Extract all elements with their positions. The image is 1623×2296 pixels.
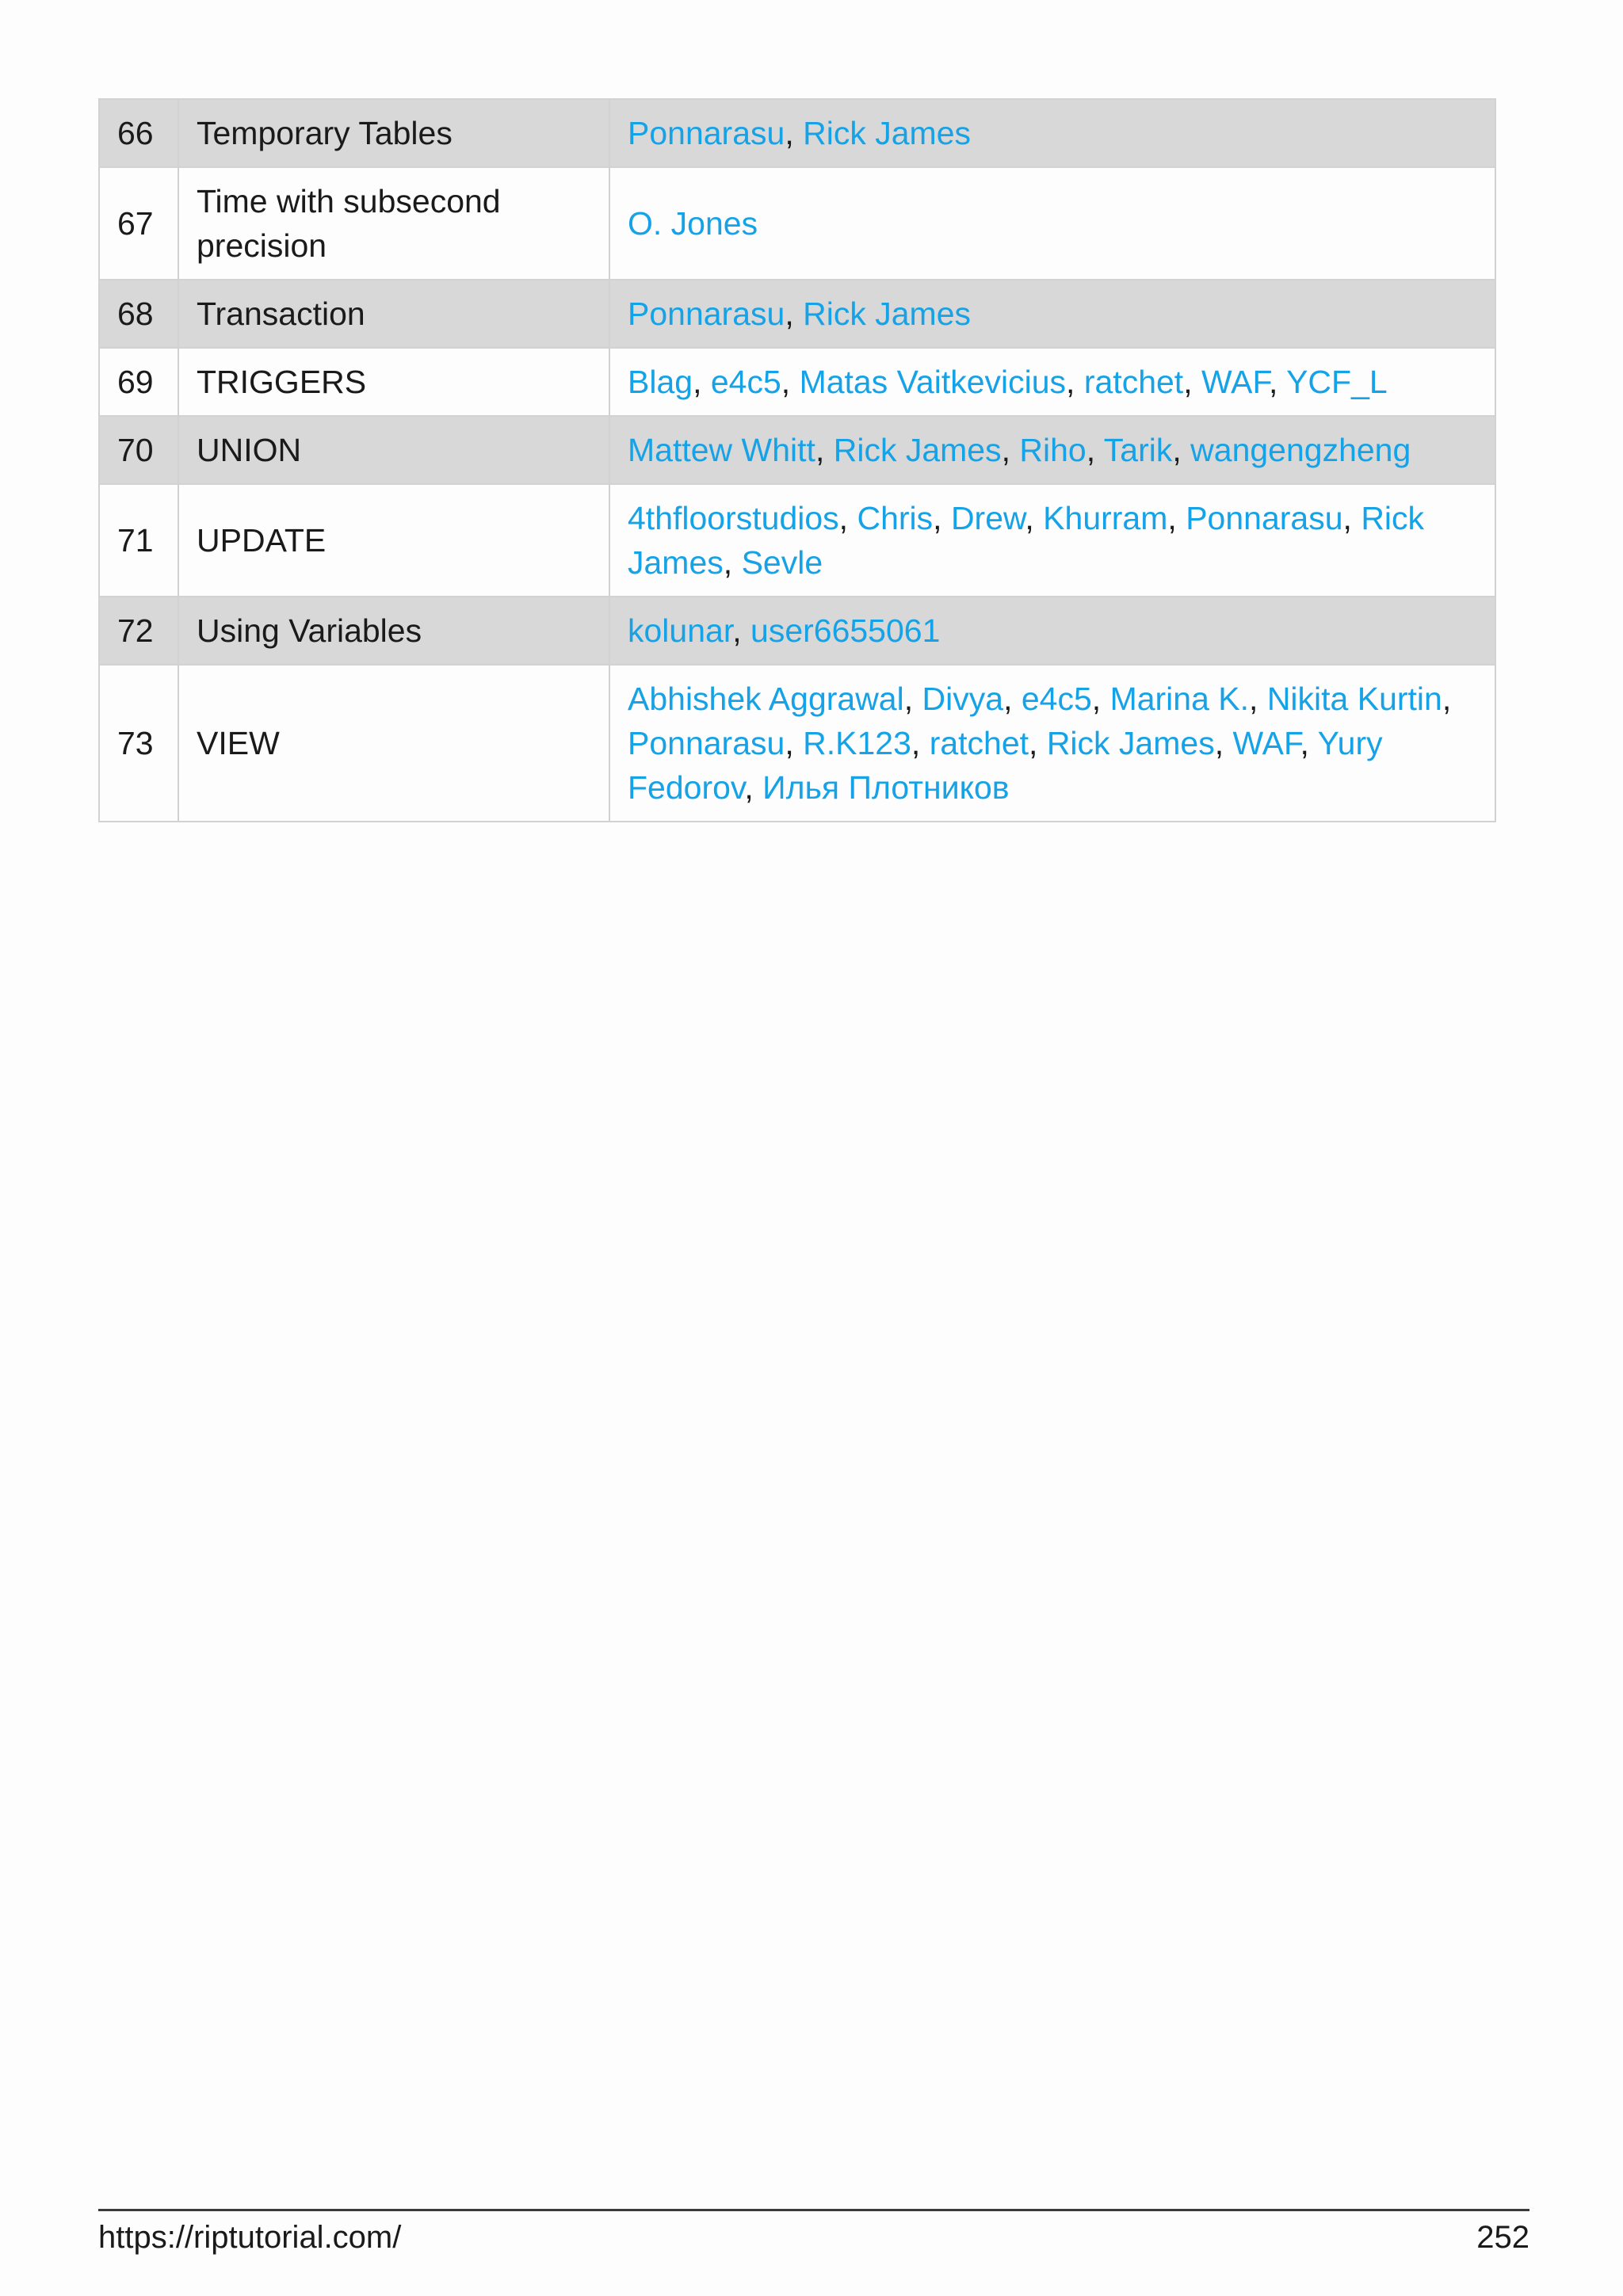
contributors-cell (609, 665, 1495, 822)
contributor-separator: , (1300, 725, 1318, 761)
contributor-separator: , (815, 432, 834, 468)
chapter-number: 69 (99, 348, 178, 416)
contributor-link[interactable]: Chris (857, 500, 934, 536)
contributor-separator: , (1342, 500, 1361, 536)
contributor-separator: , (1003, 681, 1022, 717)
chapter-title: VIEW (178, 665, 609, 822)
contributor-separator: , (933, 500, 951, 536)
table-row (99, 484, 1495, 597)
contributors-cell (609, 348, 1495, 416)
contributor-separator: , (781, 364, 800, 400)
contributor-link[interactable]: Ponnarasu (628, 296, 785, 332)
contributor-separator: , (1029, 725, 1047, 761)
table-row (99, 597, 1495, 665)
contributors-cell (609, 597, 1495, 665)
contributor-separator: , (1086, 432, 1104, 468)
chapter-title: UPDATE (178, 484, 609, 597)
contributor-link[interactable]: Yury Fedorov (628, 725, 1383, 806)
contributor-link[interactable]: Matas Vaitkevicius (799, 364, 1067, 400)
contributor-link[interactable]: Rick James (833, 432, 1002, 468)
contributor-link[interactable]: Rick James (1046, 725, 1215, 761)
contributor-link[interactable]: Rick James (803, 115, 971, 151)
chapter-title: TRIGGERS (178, 348, 609, 416)
contributor-link[interactable]: Abhishek Aggrawal (628, 681, 904, 717)
contributor-link[interactable]: e4c5 (710, 364, 781, 400)
contributors-cell (609, 280, 1495, 348)
contributor-separator: , (785, 725, 804, 761)
contributors-cell (609, 99, 1495, 167)
contributor-link[interactable]: Mattew Whitt (628, 432, 815, 468)
chapter-title: Using Variables (178, 597, 609, 665)
contributor-separator: , (838, 500, 857, 536)
chapter-number: 72 (99, 597, 178, 665)
contributor-separator: , (1442, 681, 1452, 717)
contributor-separator: , (1183, 364, 1201, 400)
chapter-number: 66 (99, 99, 178, 167)
contributor-separator: , (785, 296, 804, 332)
contributor-separator: , (1167, 500, 1186, 536)
contributor-separator: , (903, 681, 922, 717)
contributor-separator: , (1066, 364, 1084, 400)
contributor-link[interactable]: Nikita Kurtin (1266, 681, 1442, 717)
chapter-number: 68 (99, 280, 178, 348)
contributor-link[interactable]: Blag (628, 364, 693, 400)
contributor-separator: , (911, 725, 930, 761)
footer-divider (98, 2209, 1529, 2211)
contributor-separator: , (723, 544, 742, 581)
contributor-link[interactable]: Drew (950, 500, 1025, 536)
contributor-link[interactable]: Rick James (628, 500, 1425, 581)
contributor-link[interactable]: O. Jones (628, 205, 758, 242)
contributor-link[interactable]: user6655061 (750, 612, 941, 649)
page-number: 252 (1476, 2220, 1529, 2255)
contributor-link[interactable]: Tarik (1103, 432, 1173, 468)
contributor-link[interactable]: Divya (922, 681, 1004, 717)
chapter-title: Transaction (178, 280, 609, 348)
chapter-number: 67 (99, 167, 178, 280)
table-row (99, 99, 1495, 167)
contributor-separator: , (1025, 500, 1044, 536)
contributors-cell (609, 484, 1495, 597)
contributor-link[interactable]: Ponnarasu (628, 725, 785, 761)
table-row (99, 280, 1495, 348)
contributor-link[interactable]: Ponnarasu (628, 115, 785, 151)
contributor-link[interactable]: ratchet (1083, 364, 1184, 400)
contributor-separator: , (785, 115, 804, 151)
table-row (99, 416, 1495, 484)
contributor-link[interactable]: Ponnarasu (1186, 500, 1343, 536)
chapter-number: 70 (99, 416, 178, 484)
chapter-title: Time with subsecond precision (178, 167, 609, 280)
contributor-separator: , (744, 769, 763, 806)
contributor-link[interactable]: Илья Плотников (762, 769, 1010, 806)
contributor-separator: , (1269, 364, 1287, 400)
contributor-link[interactable]: WAF (1232, 725, 1300, 761)
contributor-link[interactable]: kolunar (628, 612, 733, 649)
contributor-link[interactable]: ratchet (929, 725, 1029, 761)
contributors-cell (609, 416, 1495, 484)
contributor-link[interactable]: e4c5 (1021, 681, 1092, 717)
table-row (99, 167, 1495, 280)
contributor-link[interactable]: wangengzheng (1190, 432, 1411, 468)
contributor-separator: , (1172, 432, 1191, 468)
contributor-separator: , (693, 364, 711, 400)
contributor-separator: , (1091, 681, 1110, 717)
contributor-separator: , (1001, 432, 1020, 468)
contributor-separator: , (1249, 681, 1267, 717)
contributor-separator: , (732, 612, 751, 649)
contributor-link[interactable]: 4thfloorstudios (628, 500, 839, 536)
chapter-number: 71 (99, 484, 178, 597)
table-row (99, 665, 1495, 822)
contributor-link[interactable]: YCF_L (1286, 364, 1388, 400)
contributor-link[interactable]: WAF (1201, 364, 1270, 400)
credits-table-body (99, 99, 1495, 822)
contributor-link[interactable]: R.K123 (803, 725, 911, 761)
table-row (99, 348, 1495, 416)
chapter-title: Temporary Tables (178, 99, 609, 167)
contributor-link[interactable]: Rick James (803, 296, 971, 332)
contributors-cell (609, 167, 1495, 280)
contributor-link[interactable]: Marina K. (1109, 681, 1250, 717)
contributor-link[interactable]: Khurram (1043, 500, 1168, 536)
credits-table (98, 98, 1496, 822)
chapter-title: UNION (178, 416, 609, 484)
contributor-link[interactable]: Sevle (741, 544, 823, 581)
footer-url[interactable]: https://riptutorial.com/ (98, 2220, 402, 2255)
contributor-separator: , (1214, 725, 1233, 761)
contributor-link[interactable]: Riho (1019, 432, 1086, 468)
chapter-number: 73 (99, 665, 178, 822)
